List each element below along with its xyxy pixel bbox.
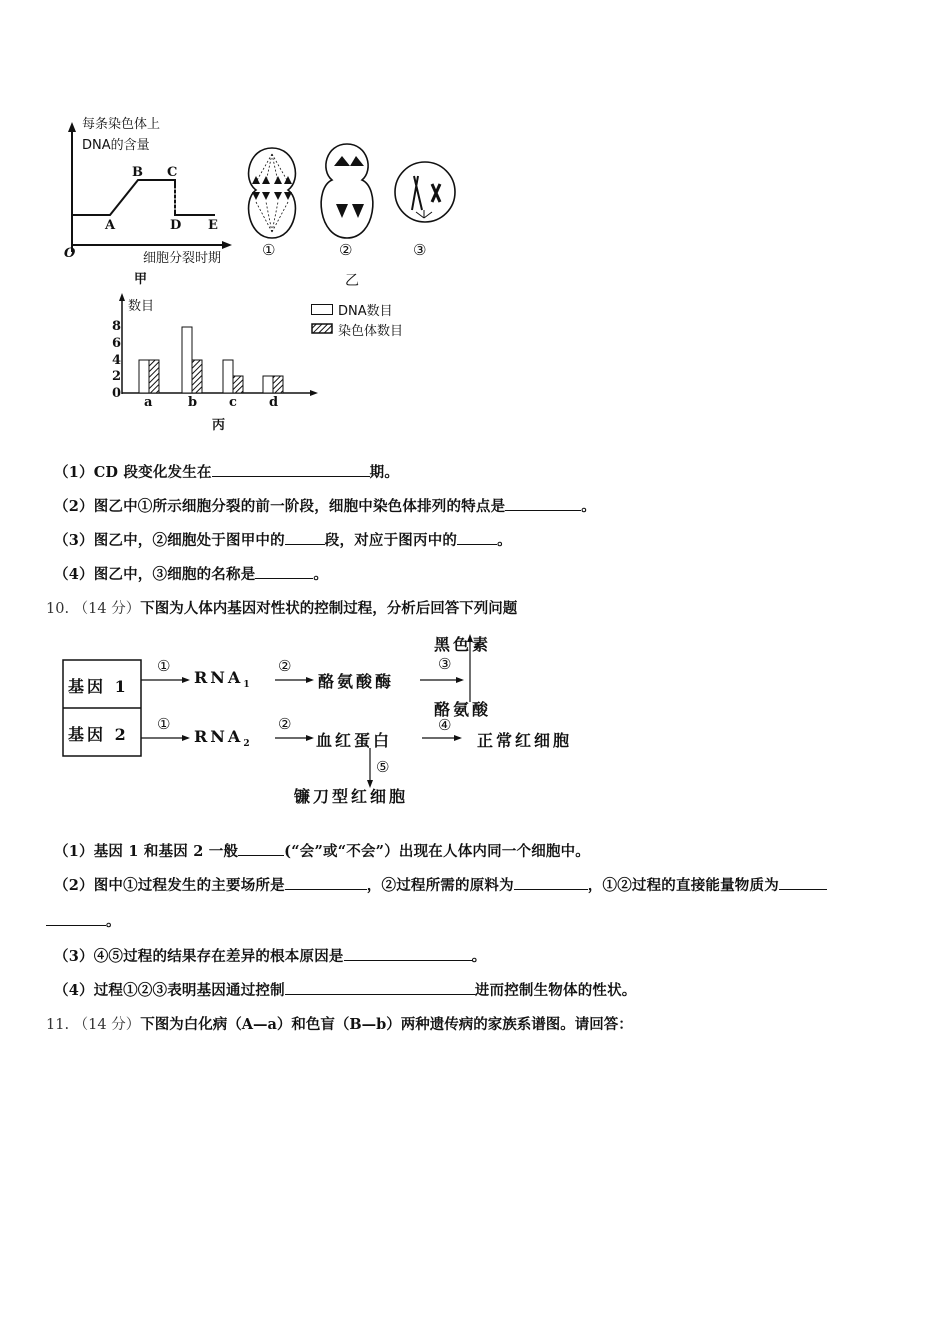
cell-3-icon [395, 162, 455, 222]
q10-sub1 [54, 840, 590, 861]
bars-a [139, 360, 159, 393]
step4: ④ [438, 716, 452, 734]
legend-chromosome-label: 染色体数目 [338, 324, 404, 339]
jia-ylabel-1: 每条染色体上 [82, 117, 161, 132]
q11-stem [46, 1013, 633, 1034]
bars-c [223, 360, 243, 393]
enzyme-label: 酪氨酸酶 [318, 672, 395, 691]
legend-dna-label: DNA数目 [338, 304, 393, 319]
gene2-box: 基因 2 [68, 725, 129, 744]
xtick-a: a [144, 395, 153, 410]
q11-stem-text: 下图为白化病（A—a）和色盲（B—b）两种遗传病的家族系谱图。请回答： [140, 1016, 633, 1033]
q10-s2-suffix: 。 [106, 913, 121, 930]
step2-bottom: ② [278, 715, 292, 733]
step5: ⑤ [376, 758, 390, 776]
step1-bottom: ① [157, 715, 171, 733]
q11-number: 11. [46, 1017, 70, 1033]
bing-caption: 丙 [212, 418, 226, 433]
q9-s4-blank[interactable] [255, 566, 313, 579]
q10-stem [46, 597, 517, 618]
cell-2-icon [321, 144, 373, 238]
q9-s4-suffix: 。 [313, 566, 329, 583]
q9-s1-suffix: 期。 [369, 464, 400, 481]
q9-s3-mid: 段，对应于图丙中的 [324, 532, 458, 549]
point-e: E [208, 218, 218, 233]
q10-s4-text: （4）过程①②③表明基因通过控制 [54, 982, 285, 999]
q9-sub3 [54, 529, 512, 550]
yi-caption: 乙 [345, 273, 359, 289]
normal-rbc-label: 正常红细胞 [477, 731, 573, 750]
rna1-text: RNA [194, 668, 244, 687]
q10-s2-mid1: ，②过程所需的原料为 [366, 877, 514, 894]
q10-s2-blank1[interactable] [285, 877, 367, 890]
jia-xlabel: 细胞分裂时期 [143, 251, 222, 266]
q9-sub1 [54, 461, 399, 482]
ytick-2: 2 [112, 369, 122, 384]
diagram-arrows [60, 630, 620, 810]
q9-s2-blank[interactable] [505, 498, 581, 511]
step1-top: ① [157, 657, 171, 675]
q9-s3-blank2[interactable] [457, 532, 497, 545]
melanin-label: 黑色素 [434, 635, 492, 654]
cell-3-label: ③ [413, 241, 427, 259]
ytick-4: 4 [112, 353, 122, 368]
bing-ylabel: 数目 [128, 299, 155, 314]
rna1-label [194, 668, 253, 690]
point-b: B [132, 165, 143, 180]
tyrosine-label: 酪氨酸 [434, 700, 492, 719]
q9-s1-blank[interactable] [212, 464, 370, 477]
q10-s4-blank[interactable] [285, 982, 475, 995]
ytick-8: 8 [112, 319, 122, 334]
q10-s1-text: （1）基因 1 和基因 2 一般 [54, 843, 239, 860]
step3: ③ [438, 655, 452, 673]
q10-number: 10. [46, 601, 70, 617]
q10-s2-text: （2）图中①过程发生的主要场所是 [54, 877, 285, 894]
xtick-d: d [269, 395, 279, 410]
q10-sub2-cont [46, 910, 121, 931]
q10-s3-text: （3）④⑤过程的结果存在差异的根本原因是 [54, 948, 344, 965]
q10-s3-blank[interactable] [344, 948, 472, 961]
hemoglobin-label: 血红蛋白 [316, 731, 393, 750]
q10-s4-suffix: 进而控制生物体的性状。 [474, 982, 637, 999]
origin-label: O [64, 246, 76, 261]
point-a: A [105, 218, 116, 233]
legend-dna-swatch [311, 304, 333, 315]
q10-sub4 [54, 979, 637, 1000]
q10-s2-blank3-cont[interactable] [46, 913, 106, 926]
rna2-sub: 2 [243, 739, 253, 750]
cell-division-drawings [238, 140, 468, 250]
q10-s2-mid2: ，①②过程的直接能量物质为 [587, 877, 779, 894]
q9-s1-text: （1）CD 段变化发生在 [54, 464, 212, 481]
jia-ylabel-2: DNA的含量 [82, 138, 150, 153]
q11-score: （14 分） [73, 1017, 141, 1033]
xtick-b: b [188, 395, 198, 410]
point-c: C [167, 165, 178, 180]
q10-sub2 [54, 874, 827, 895]
q10-s2-blank3[interactable] [779, 877, 827, 890]
cell-1-icon [249, 148, 296, 238]
xtick-c: c [229, 395, 237, 410]
q10-sub3 [54, 945, 486, 966]
q10-s2-blank2[interactable] [514, 877, 588, 890]
jia-caption: 甲 [134, 272, 148, 287]
q9-s4-text: （4）图乙中，③细胞的名称是 [54, 566, 256, 583]
q10-s1-suffix: (“会”或“不会”）出现在人体内同一个细胞中。 [284, 843, 590, 860]
cell-1-label: ① [262, 241, 276, 259]
rna1-sub: 1 [243, 680, 253, 691]
q9-s2-text: （2）图乙中①所示细胞分裂的前一阶段，细胞中染色体排列的特点是 [54, 498, 506, 515]
sickle-rbc-label: 镰刀型红细胞 [294, 787, 409, 806]
rna2-text: RNA [194, 727, 244, 746]
step2-top: ② [278, 657, 292, 675]
q9-s3-blank1[interactable] [285, 532, 325, 545]
bars-b [182, 327, 202, 393]
q10-s1-blank[interactable] [238, 843, 284, 856]
rna2-label [194, 727, 253, 749]
q9-sub2 [54, 495, 596, 516]
point-d: D [170, 218, 182, 233]
gene1-box: 基因 1 [68, 677, 129, 696]
legend-chromosome-swatch [311, 323, 334, 335]
q10-score: （14 分） [73, 601, 141, 617]
q9-s2-suffix: 。 [581, 498, 596, 515]
q9-sub4 [54, 563, 328, 584]
cell-2-label: ② [339, 241, 353, 259]
q9-s3-text: （3）图乙中，②细胞处于图甲中的 [54, 532, 285, 549]
bars-d [263, 376, 283, 393]
q9-s3-suffix: 。 [497, 532, 512, 549]
ytick-6: 6 [112, 336, 122, 351]
ytick-0: 0 [112, 386, 122, 401]
q10-stem-text: 下图为人体内基因对性状的控制过程，分析后回答下列问题 [140, 600, 518, 617]
q10-s3-suffix: 。 [471, 948, 487, 965]
